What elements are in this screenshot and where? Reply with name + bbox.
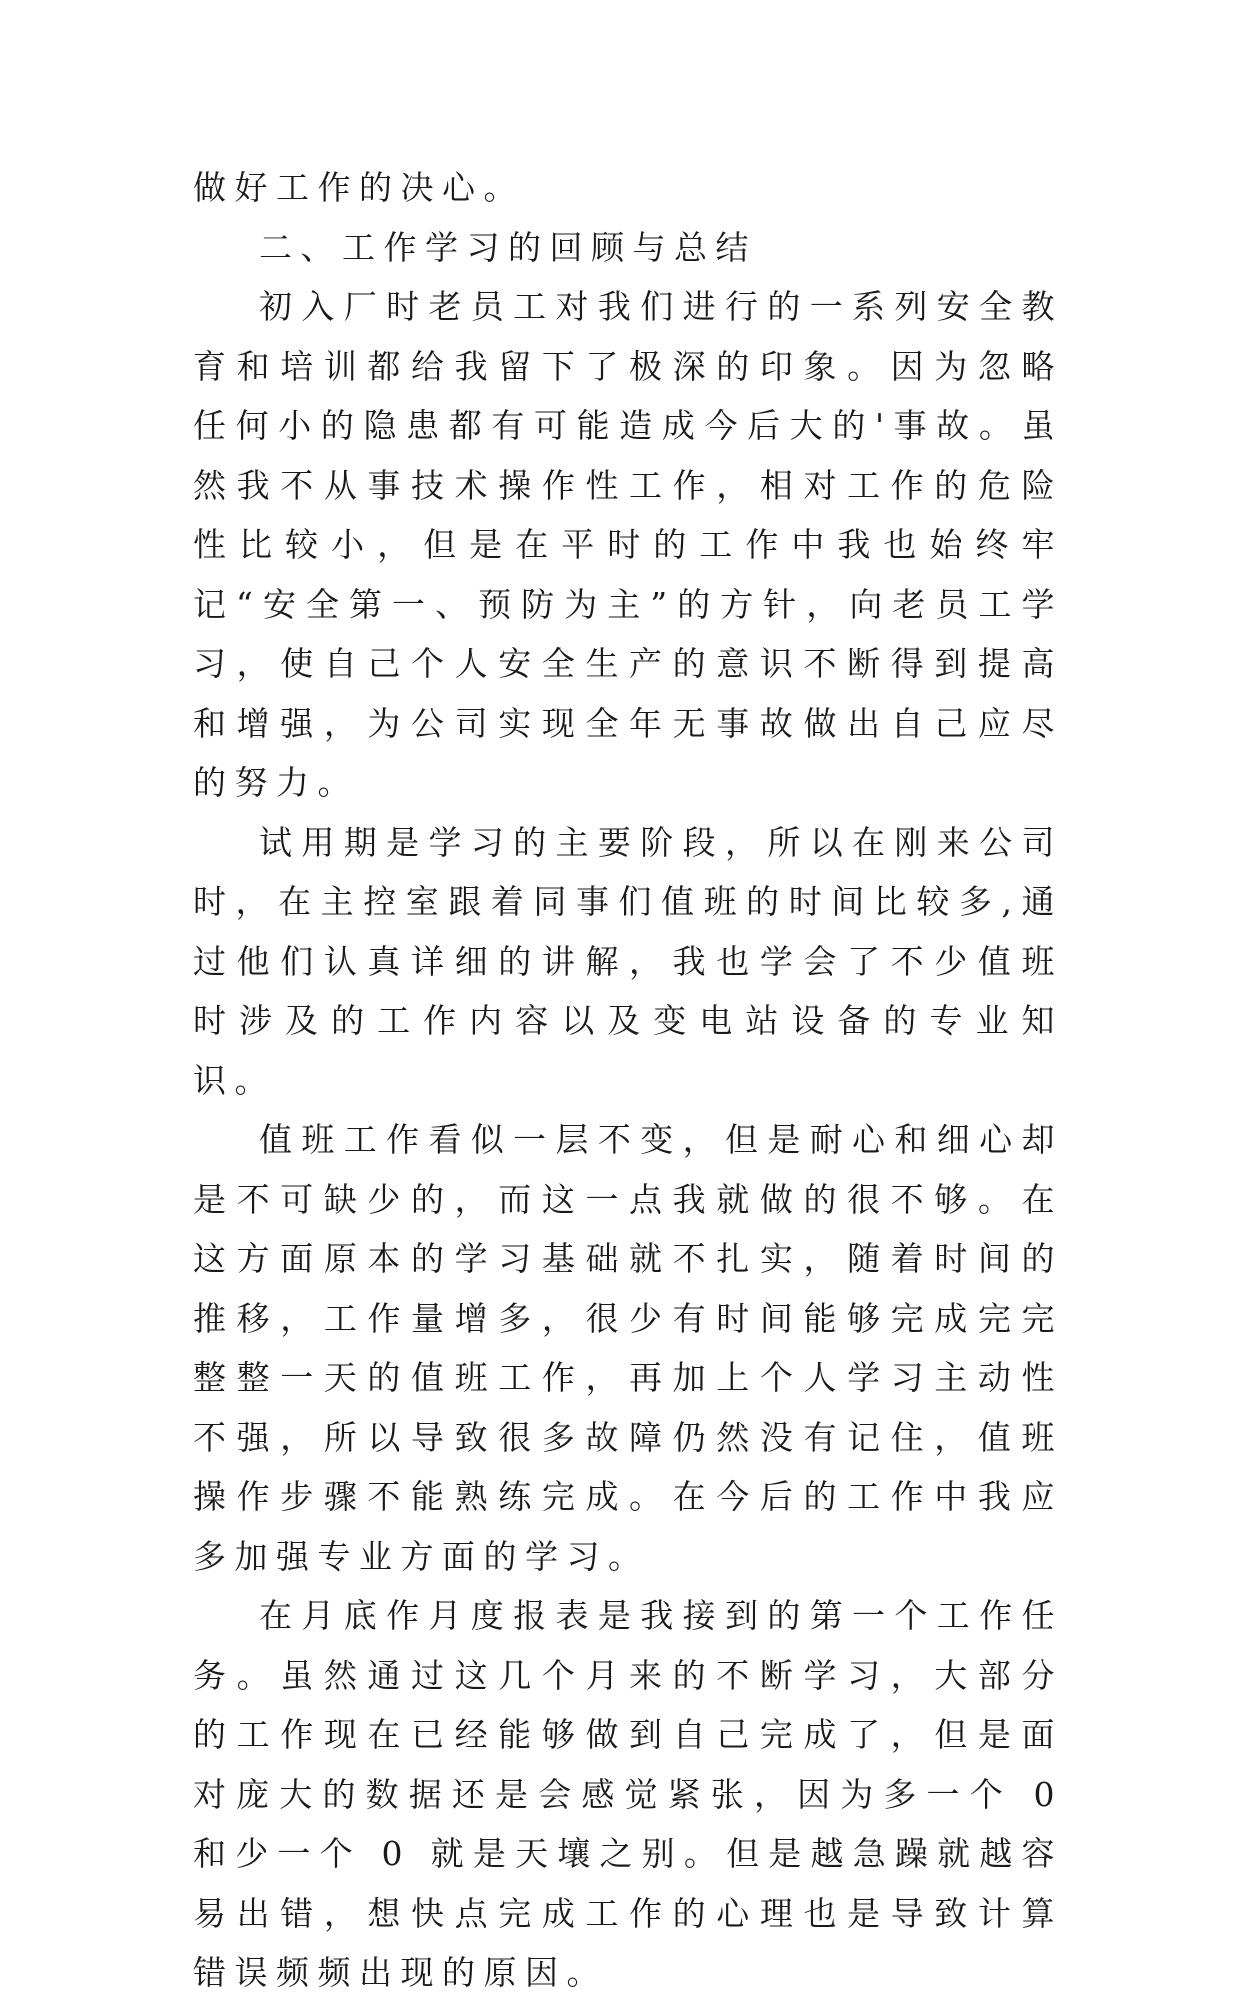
document-body [193,158,1063,2003]
section-heading: 二、工作学习的回顾与总结 [259,227,757,267]
paragraph-monthly-report: 在月底作月度报表是我接到的第一个工作任务。虽然通过这几个月来的不断学习，大部分的工作现在已经能够做到自己完成了，但是面对庞大的数据还是会感觉紧张，因为多一个 0 和少一个 0 就是天壤之别。但是越急躁就越容易出错，想快点完成工作的心理也是导致计算错误频频出现的原因。 [193,1596,1063,1992]
paragraph-duty-work: 值班工作看似一层不变，但是耐心和细心却是不可缺少的，而这一点我就做的很不够。在这方面原本的学习基础就不扎实，随着时间的推移，工作量增多，很少有时间能够完成完完整整一天的值班工作，再加上个人学习主动性不强，所以导致很多故障仍然没有记住，值班操作步骤不能熟练完成。在今后的工作中我应多加强专业方面的学习。 [193,1120,1063,1576]
paragraph-probation-learning: 试用期是学习的主要阶段，所以在刚来公司时，在主控室跟着同事们值班的时间比较多,通过他们认真详细的讲解，我也学会了不少值班时涉及的工作内容以及变电站设备的专业知识。 [193,822,1063,1100]
paragraph-safety-training: 初入厂时老员工对我们进行的一系列安全教育和培训都给我留下了极深的印象。因为忽略任何小的隐患都有可能造成今后大的'事故。虽然我不从事技术操作性工作，相对工作的危险性比较小，但是在平时的工作中我也始终牢记“安全第一、预防为主”的方针，向老员工学习，使自己个人安全生产的意识不断得到提高和增强，为公司实现全年无事故做出自己应尽的努力。 [193,287,1063,802]
lead-fragment: 做好工作的决心。 [193,168,525,207]
